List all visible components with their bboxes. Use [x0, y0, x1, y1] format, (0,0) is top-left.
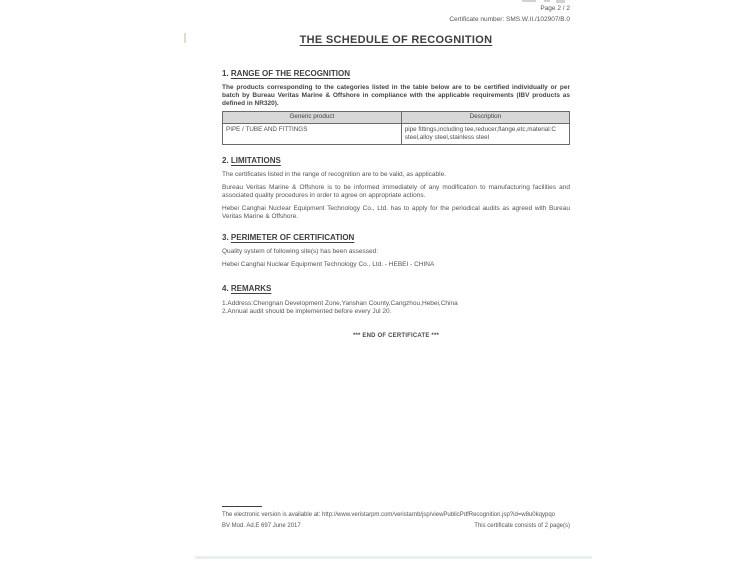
remarks-list — [222, 300, 570, 316]
remark-line-2: 2.Annual audit should be implemented before every Jul 20. — [222, 308, 392, 316]
col-header-description: Description — [401, 111, 569, 123]
products-table — [222, 111, 570, 146]
section2-heading — [222, 156, 570, 166]
section3-heading-text: PERIMETER OF CERTIFICATION — [230, 233, 355, 243]
section2-paragraph-2: Bureau Veritas Marine & Offshore is to be informed immediately of any modification to manufacturing facilities and associated quality procedures in order to agree on appropriate actions. — [222, 184, 570, 200]
document-title: THE SCHEDULE OF RECOGNITION — [299, 34, 493, 47]
table-header-row — [223, 111, 570, 123]
page-footer — [222, 506, 570, 529]
section1-heading — [222, 69, 570, 79]
section1-heading-text: RANGE OF THE RECOGNITION — [230, 69, 351, 78]
section4-number: 4. — [222, 284, 229, 294]
page-header — [222, 0, 570, 24]
certificate-number: Certificate number: SMS.W.II./102907/B.0 — [449, 16, 570, 24]
electronic-version-note: The electronic version is available at: http://www.veristarpm.com/veristarnb/jsp/viewPublicPdfRecognition.jsp?id=w8u0kqypqo — [222, 512, 555, 518]
page-number: Page 2 / 2 — [540, 5, 570, 12]
section4-heading-text: REMARKS — [230, 284, 272, 294]
footer-bottom-row — [222, 523, 570, 529]
section3-heading — [222, 233, 570, 243]
document-page — [222, 0, 570, 556]
section2-paragraph-1: The certificates listed in the range of recognition are to be valid, as applicable. — [222, 171, 447, 179]
section4-heading — [222, 284, 570, 294]
cell-description: pipe fittings,including tee,reducer,flange,etc,material:C steel,alloy steel,stainless steel — [401, 123, 569, 145]
section3-paragraph-1: Quality system of following site(s) has been assessed: — [222, 248, 379, 256]
section3-number: 3. — [222, 233, 229, 243]
section2-heading-text: LIMITATIONS — [230, 156, 281, 166]
section2-paragraph-3: Hebei Canghai Nuclear Equipment Technology Co., Ltd. has to apply for the periodical audits as agreed with Bureau Veritas Marine & Offshore. — [222, 204, 570, 220]
section2-number: 2. — [222, 156, 229, 166]
section1-intro: The products corresponding to the categories listed in the table below are to be certified individually or per batch by Bureau Veritas Marine & Offshore in compliance with the applicable requirements (IBV products as defined in NR320). — [222, 84, 570, 107]
cell-generic-product: PIPE / TUBE AND FITTINGS — [223, 123, 402, 145]
page-count-note: This certificate consists of 2 page(s) — [474, 523, 570, 529]
footer-separator — [222, 506, 262, 507]
col-header-generic-product: Generic product — [223, 111, 402, 123]
remark-line-1: 1.Address:Chengnan Development Zone,Yanshan County,Cangzhou,Hebei,China — [222, 300, 458, 308]
doc-reference: BV Mod. Ad.E 697 June 2017 — [222, 523, 301, 529]
section1-number: 1. — [222, 69, 229, 78]
scan-artifact — [184, 33, 186, 43]
section3-paragraph-2: Hebei Canghai Nuclear Equipment Technology Co., Ltd. - HEBEI - CHINA — [222, 261, 435, 269]
table-row — [223, 123, 570, 145]
page-bottom-edge — [195, 556, 592, 559]
end-of-certificate-marker: *** END OF CERTIFICATE *** — [352, 333, 440, 340]
